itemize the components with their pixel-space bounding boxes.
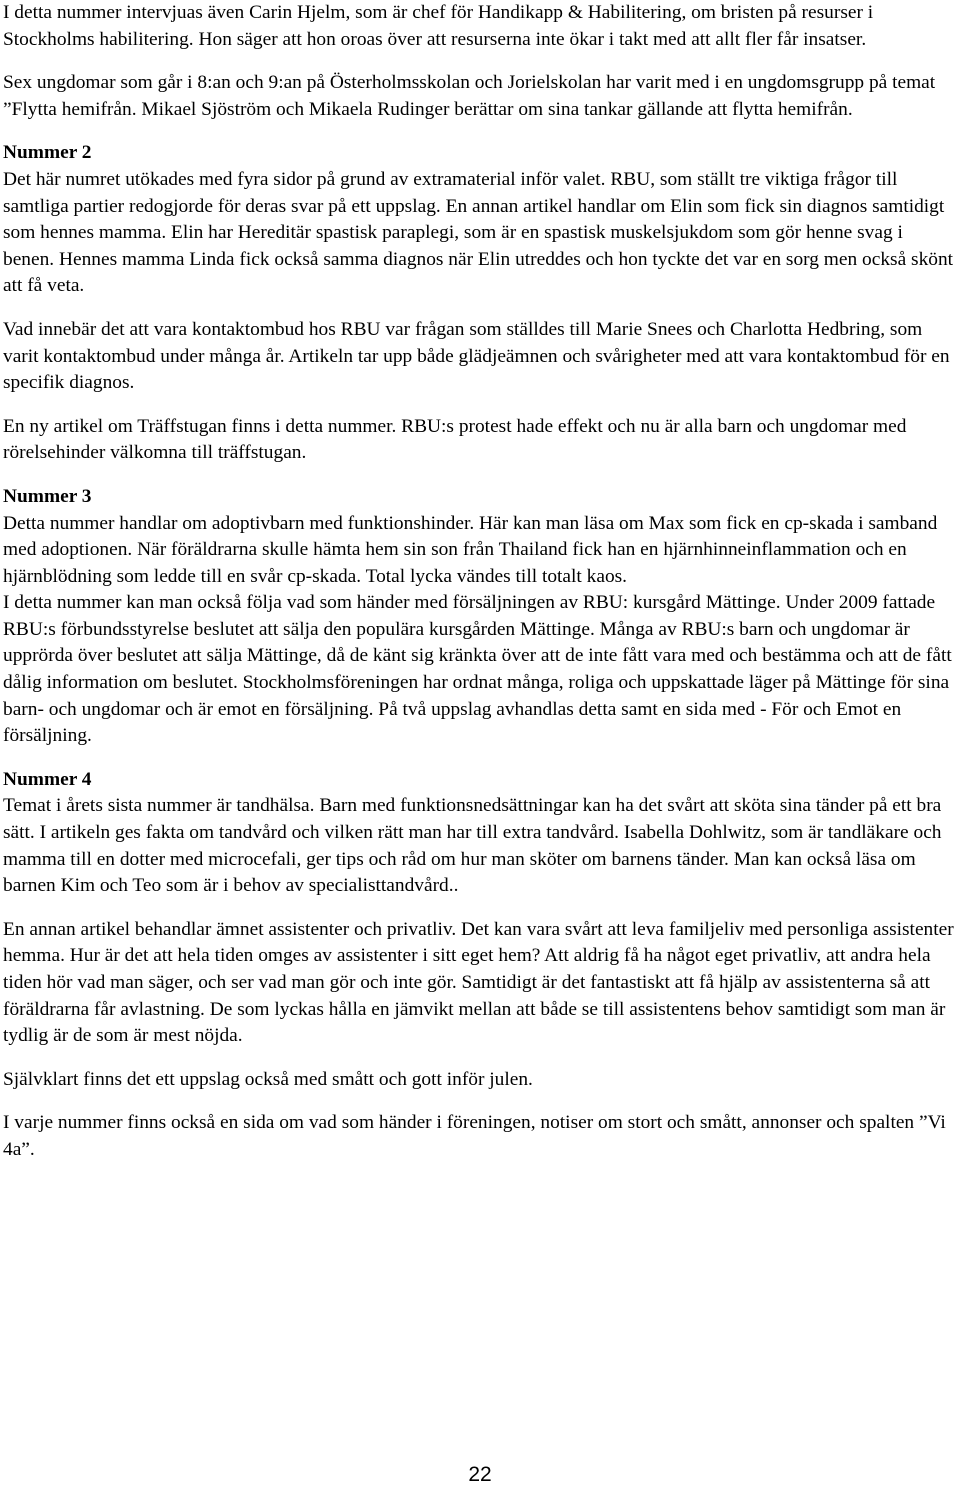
section-heading-nummer-4: Nummer 4 bbox=[3, 768, 92, 790]
nummer3-paragraph-1: Detta nummer handlar om adoptivbarn med funktionshinder. Här kan man läsa om Max som fick en cp-skada i samband med adoptionen. När föräldrarna skulle hämta hem sin son från Thailand fick han en hjärnhinneinflammation och en hjärnblödning som ledde till en svår cp-skada. Total lycka vändes till totalt kaos. bbox=[3, 512, 938, 587]
page-number: 22 bbox=[468, 1463, 492, 1486]
nummer2-paragraph-3: En ny artikel om Träffstugan finns i detta nummer. RBU:s protest hade effekt och nu är alla barn och ungdomar med rörelsehinder välkomna till träffstugan. bbox=[3, 415, 907, 464]
section-heading-nummer-2: Nummer 2 bbox=[3, 142, 92, 164]
nummer2-paragraph-1: Det här numret utökades med fyra sidor på grund av extramaterial inför valet. RBU, som ställt tre viktiga frågor till samtliga partier redogjorde för deras svar på ett uppslag. En annan artikel handlar om Elin som fick sin diagnos samtidigt som hennes mamma. Elin har Hereditär spastisk paraplegi, som är en spastisk muskelsjukdom som gör henne svag i benen. Hennes mamma Linda fick också samma diagnos när Elin utreddes och hon tyckte det var en sorg men också skönt att få veta. bbox=[3, 168, 954, 297]
nummer3-paragraph-2: I detta nummer kan man också följa vad som händer med försäljningen av RBU: kursgård Mättinge. Under 2009 fattade RBU:s förbundsstyrelse beslutet att sälja den populära kursgården Mättinge. Många av RBU:s barn och ungdomar är upprörda över beslutet att sälja Mättinge, då de känt sig kränkta över att de inte fått vara med och bestämma och att de fått dålig information om beslutet. Stockholmsföreningen har ordnat många, roliga och uppskattade läger på Mättinge för sina barn- och ungdomar och är emot en försäljning. På två uppslag avhandlas detta samt en sida med - För och Emot en försäljning. bbox=[3, 592, 952, 747]
nummer2-paragraph-2: Vad innebär det att vara kontaktombud hos RBU var frågan som ställdes till Marie Snees och Charlotta Hedbring, som varit kontaktombud under många år. Artikeln tar upp både glädjeämnen och svårigheter med att vara kontaktombud för en specifik diagnos. bbox=[3, 318, 950, 394]
section-nummer-4 bbox=[3, 767, 957, 1164]
section-heading-nummer-3: Nummer 3 bbox=[3, 485, 92, 507]
document-page bbox=[3, 0, 957, 1181]
section-nummer-2 bbox=[3, 140, 957, 467]
intro-paragraph-2: Sex ungdomar som går i 8:an och 9:an på Österholmsskolan och Jorielskolan har varit med i en ungdomsgrupp på temat ”Flytta hemifrån. Mikael Sjöström och Mikaela Rudinger berättar om sina tankar gällande att flytta hemifrån. bbox=[3, 72, 936, 120]
section-nummer-3 bbox=[3, 484, 957, 750]
intro-paragraph-1: I detta nummer intervjuas även Carin Hjelm, som är chef för Handikapp & Habilitering, om bristen på resurser i Stockholms habilitering. Hon säger att hon oroas över att resurserna inte ökar i takt med att allt fler får insatser. bbox=[3, 2, 874, 50]
nummer4-paragraph-1: Temat i årets sista nummer är tandhälsa. Barn med funktionsnedsättningar kan ha det svårt att sköta sina tänder på ett bra sätt. I artikeln ges fakta om tandvård och vilken rätt man har till extra tandvård. Isabella Dohlwitz, som är tandläkare och mamma till en dotter med microcefali, ger tips och råd om hur man sköter om barnens tänder. Man kan också läsa om barnen Kim och Teo som är i behov av specialisttandvård.. bbox=[3, 795, 942, 897]
nummer4-paragraph-4: I varje nummer finns också en sida om vad som händer i föreningen, notiser om stort och smått, annonser och spalten ”Vi 4a”. bbox=[3, 1112, 946, 1160]
nummer4-paragraph-2: En annan artikel behandlar ämnet assistenter och privatliv. Det kan vara svårt att leva familjeliv med personliga assistenter hemma. Hur är det att hela tiden omges av assistenter i sitt eget hem? Att aldrig få ha något eget privatliv, att andra hela tiden hör vad man säger, och ser vad man gör och inte gör. Samtidigt är det fantastiskt att få hjälp av assistenterna så att föräldrarna får avlastning. De som lyckas hålla en jämvikt mellan att både se till assistentens behov samtidigt som man är tydlig är de som är mest nöjda. bbox=[3, 918, 954, 1047]
nummer4-paragraph-3: Självklart finns det ett uppslag också med smått och gott inför julen. bbox=[3, 1068, 533, 1090]
